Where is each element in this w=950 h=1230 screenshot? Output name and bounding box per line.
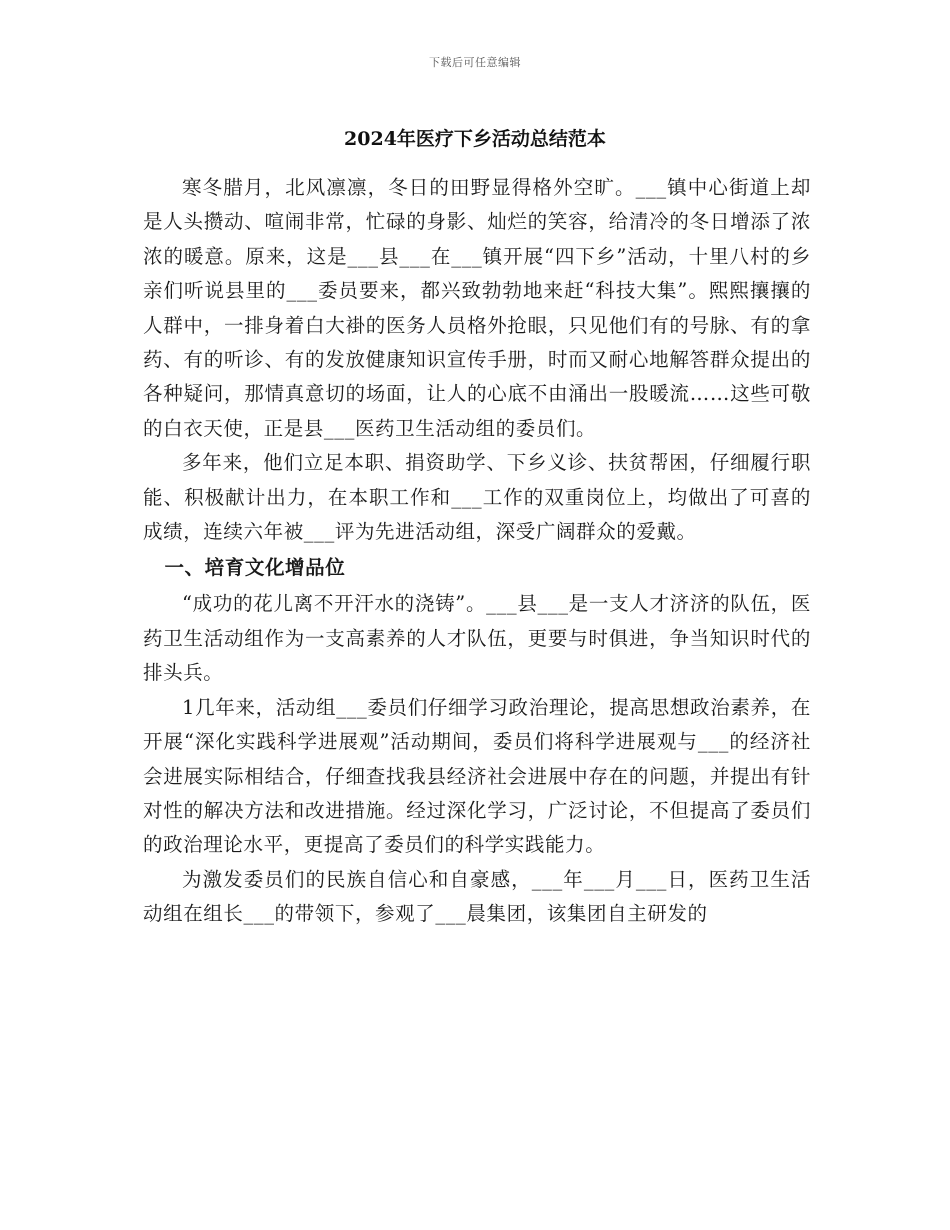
document-title: 2024年医疗下乡活动总结范本 — [344, 128, 606, 150]
document-body — [143, 171, 811, 932]
paragraph-study: 1几年来，活动组___委员们仔细学习政治理论，提高思想政治素养，在开展“深化实践科学进展观”活动期间，委员们将科学进展观与___的经济社会进展实际相结合，仔细查找我县经济社会进展中存在的问题，并提出有针对性的解决方法和改进措施。经过深化学习，广泛讨论，不但提高了委员们的政治理论水平，更提高了委员们的科学实践能力。 — [143, 695, 811, 857]
paragraph-intro: 寒冬腊月，北风凛凛，冬日的田野显得格外空旷。___镇中心街道上却是人头攒动、喧闹非常，忙碌的身影、灿烂的笑容，给清冷的冬日增添了浓浓的暖意。原来，这是___县___在___镇开展“四下乡”活动，十里八村的乡亲们听说县里的___委员要来，都兴致勃勃地来赶“科技大集”。熙熙攘攘的人群中，一排身着白大褂的医务人员格外抢眼，只见他们有的号脉、有的拿药、有的听诊、有的发放健康知识宣传手册，时而又耐心地解答群众提出的各种疑问，那情真意切的场面，让人的心底不由涌出一股暖流……这些可敬的白衣天使，正是县___医药卫生活动组的委员们。 — [143, 176, 811, 440]
paragraph-visit: 为激发委员们的民族自信心和自豪感，___年___月___日，医药卫生活动组在组长___的带领下，参观了___晨集团，该集团自主研发的 — [143, 867, 811, 926]
paragraph-quote: “成功的花儿离不开汗水的浇铸”。___县___是一支人才济济的队伍，医药卫生活动组作为一支高素养的人才队伍，更要与时俱进，争当知识时代的排头兵。 — [143, 592, 811, 685]
section-heading: 一、培育文化增品位 — [164, 556, 346, 580]
header-note: 下载后可任意编辑 — [429, 56, 521, 69]
paragraph-achievements: 多年来，他们立足本职、捐资助学、下乡义诊、扶贫帮困，仔细履行职能、积极献计出力，在本职工作和___工作的双重岗位上，均做出了可喜的成绩，连续六年被___评为先进活动组，深受广阔群众的爱戴。 — [143, 451, 811, 544]
